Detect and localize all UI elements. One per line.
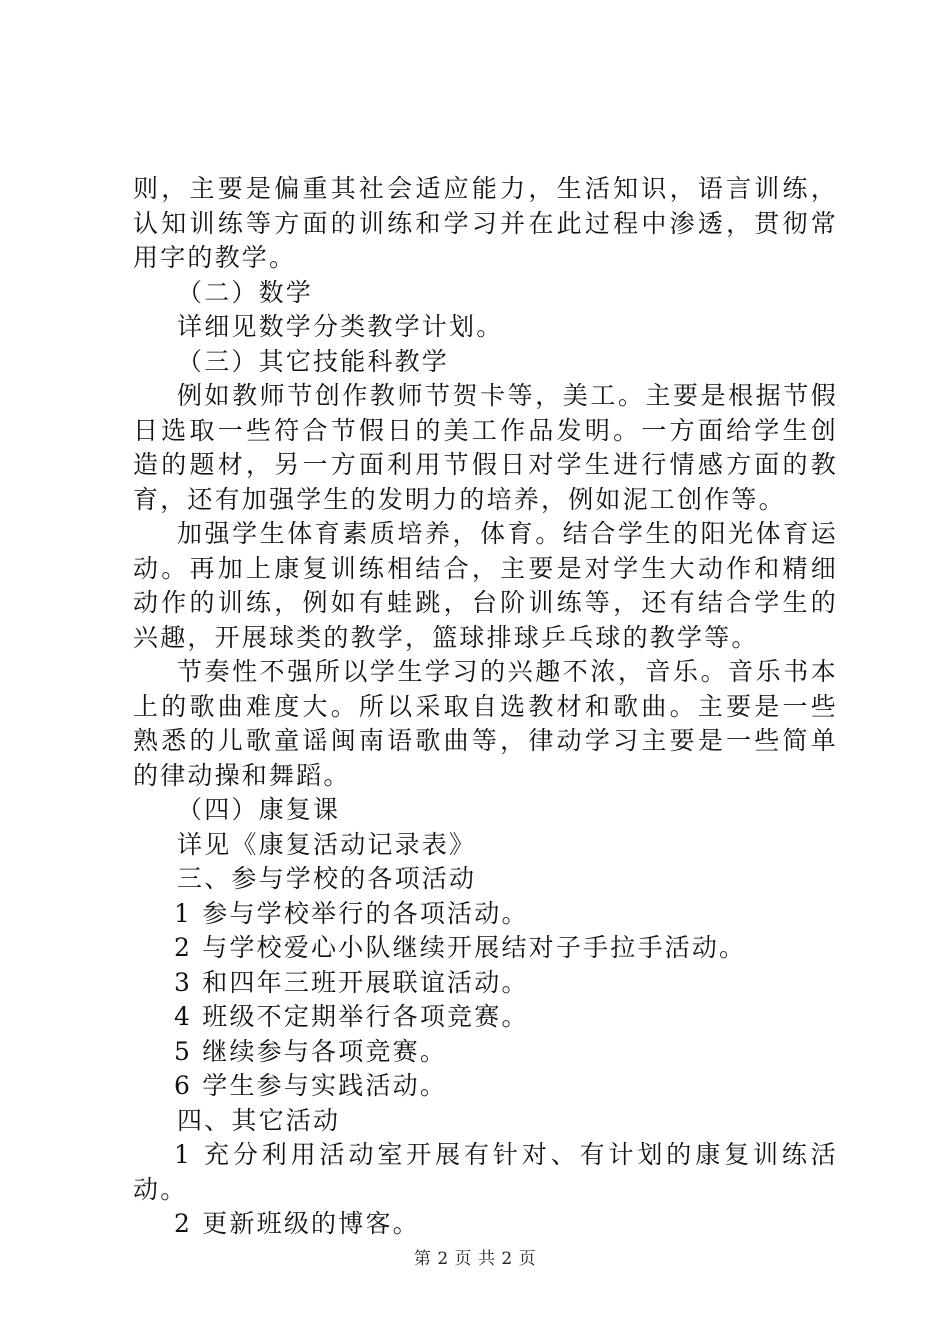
list-item: 6 学生参与实践活动。 xyxy=(174,1071,448,1100)
paragraph-music: 节奏性不强所以学生学习的兴趣不浓，音乐。音乐书本上的歌曲难度大。所以采取自选教材和歌曲。主要是一些熟悉的儿歌童谣闽南语歌曲等，律动学习主要是一些简单的律动操和舞蹈。 xyxy=(133,657,838,790)
paragraph-math-plan: 详细见数学分类教学计划。 xyxy=(177,312,504,341)
paragraph-art: 例如教师节创作教师节贺卡等，美工。主要是根据节假日选取一些符合节假日的美工作品发明。一方面给学生创造的题材，另一方面利用节假日对学生进行情感方面的教育，还有加强学生的发明力的培养，例如泥工创作等。 xyxy=(133,381,838,514)
list-item: 1 参与学校举行的各项活动。 xyxy=(174,898,529,928)
document-body xyxy=(133,172,838,1242)
list-item: 4 班级不定期举行各项竞赛。 xyxy=(174,1002,529,1031)
heading-other-skills: （三）其它技能科教学 xyxy=(177,346,450,376)
list-item: 5 继续参与各项竞赛。 xyxy=(174,1036,448,1066)
list-item: 2 更新班级的博客。 xyxy=(174,1209,420,1238)
heading-rehab: （四）康复课 xyxy=(177,795,341,824)
page-number-footer: 第 2 页 共 2 页 xyxy=(413,1249,537,1269)
list-item: 1 充分利用活动室开展有针对、有计划的康复训练活动。 xyxy=(133,1140,838,1204)
list-item: 3 和四年三班开展联谊活动。 xyxy=(174,967,529,997)
paragraph-rehab-record: 详见《康复活动记录表》 xyxy=(177,829,477,859)
heading-other-activities: 四、其它活动 xyxy=(177,1105,341,1135)
list-item: 2 与学校爱心小队继续开展结对子手拉手活动。 xyxy=(174,933,747,962)
heading-math: （二）数学 xyxy=(177,277,314,307)
paragraph-pe: 加强学生体育素质培养，体育。结合学生的阳光体育运动。再加上康复训练相结合，主要是对学生大动作和精细动作的训练，例如有蛙跳，台阶训练等，还有结合学生的兴趣，开展球类的教学，篮球排球乒乓球的教学等。 xyxy=(133,519,838,652)
heading-school-activities: 三、参与学校的各项活动 xyxy=(177,864,477,893)
paragraph-continuation: 则，主要是偏重其社会适应能力，生活知识，语言训练，认知训练等方面的训练和学习并在此过程中渗透，贯彻常用字的教学。 xyxy=(133,174,838,272)
